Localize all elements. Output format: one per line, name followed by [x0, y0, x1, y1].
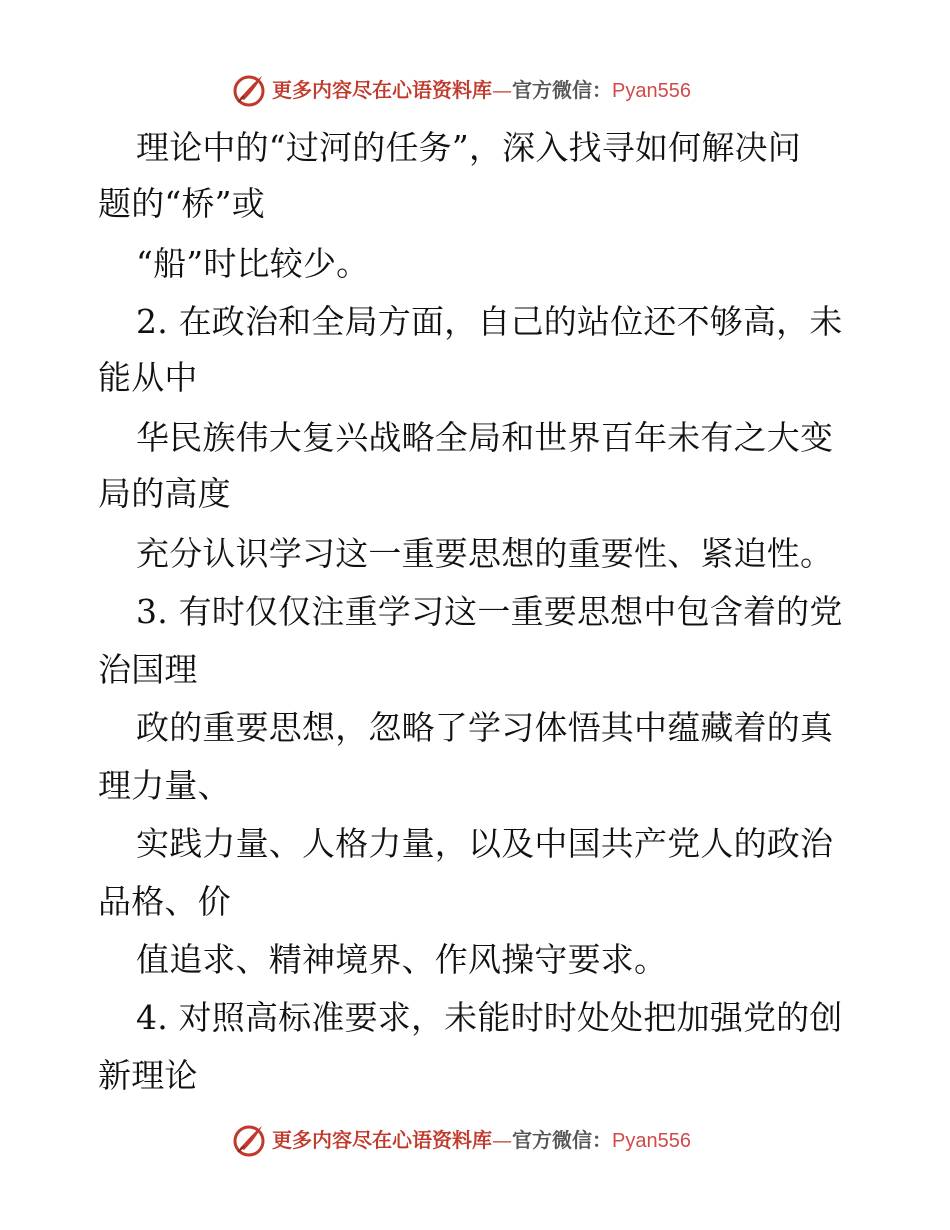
- quill-logo-icon: [232, 72, 268, 108]
- header-dash: —: [492, 78, 512, 102]
- header-brand: 更多内容尽在心语资料库: [272, 78, 492, 102]
- body-line: 政的重要思想，忽略了学习体悟其中蕴藏着的真: [136, 708, 834, 747]
- body-line: 值追求、精神境界、作风操守要求。: [136, 940, 668, 979]
- body-line: 3. 有时仅仅注重学习这一重要思想中包含着的党: [136, 592, 843, 631]
- body-line: 2. 在政治和全局方面，自己的站位还不够高，未: [136, 302, 843, 341]
- footer-brand: 更多内容尽在心语资料库: [272, 1128, 492, 1152]
- footer-dash: —: [492, 1128, 512, 1152]
- body-line: 理力量、: [98, 766, 231, 805]
- footer-text: [272, 1126, 691, 1155]
- body-line: 品格、价: [98, 882, 231, 921]
- body-line: 局的高度: [98, 474, 231, 513]
- header-official-label: 官方微信：: [512, 78, 612, 102]
- body-line: 题的“桥”或: [98, 184, 265, 223]
- footer-wechat-id: Pyan556: [612, 1130, 691, 1152]
- header-text: [272, 76, 691, 105]
- header-wechat-id: Pyan556: [612, 80, 691, 102]
- body-line: 能从中: [98, 358, 198, 397]
- body-line: 理论中的“过河的任务”，深入找寻如何解决问: [136, 128, 801, 167]
- footer-banner: [0, 1120, 950, 1160]
- body-line: 充分认识学习这一重要思想的重要性、紧迫性。: [136, 534, 834, 573]
- header-banner: [0, 70, 950, 110]
- body-line: 治国理: [98, 650, 198, 689]
- body-line: 新理论: [98, 1056, 198, 1095]
- quill-logo-icon: [232, 1122, 268, 1158]
- footer-official-label: 官方微信：: [512, 1128, 612, 1152]
- body-line: “船”时比较少。: [136, 244, 370, 283]
- body-line: 华民族伟大复兴战略全局和世界百年未有之大变: [136, 418, 834, 457]
- body-line: 4. 对照高标准要求，未能时时处处把加强党的创: [136, 998, 843, 1037]
- body-line: 实践力量、人格力量，以及中国共产党人的政治: [136, 824, 834, 863]
